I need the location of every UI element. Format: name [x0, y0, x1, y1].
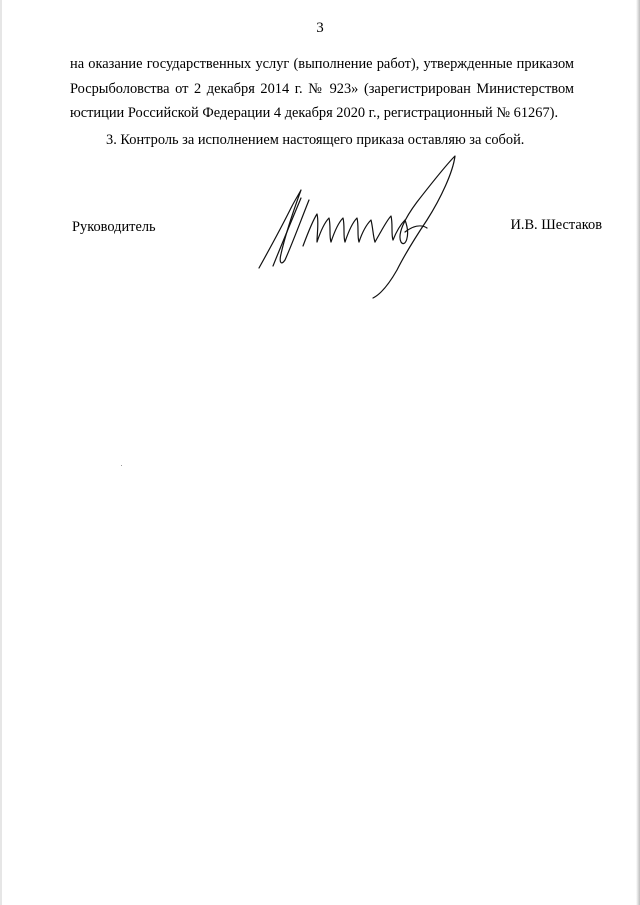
scan-speck — [121, 465, 122, 466]
signer-position: Руководитель — [72, 219, 156, 235]
signature-icon — [255, 150, 470, 300]
scan-left-edge — [0, 0, 2, 905]
page-number: 3 — [316, 20, 324, 36]
body-paragraph-1: на оказание государственных услуг (выполнение работ), утвержденные приказом Росрыболовства от 2 декабря 2014 г. № 923» (зарегистрирован Министерством юстиции Российской Федерации 4 декабря 2020 г., регистрационный № 61267). — [70, 56, 574, 121]
body-paragraph-2: 3. Контроль за исполнением настоящего приказа оставляю за собой. — [106, 132, 525, 148]
scan-right-edge — [636, 0, 640, 905]
signer-name: И.В. Шестаков — [510, 217, 602, 233]
